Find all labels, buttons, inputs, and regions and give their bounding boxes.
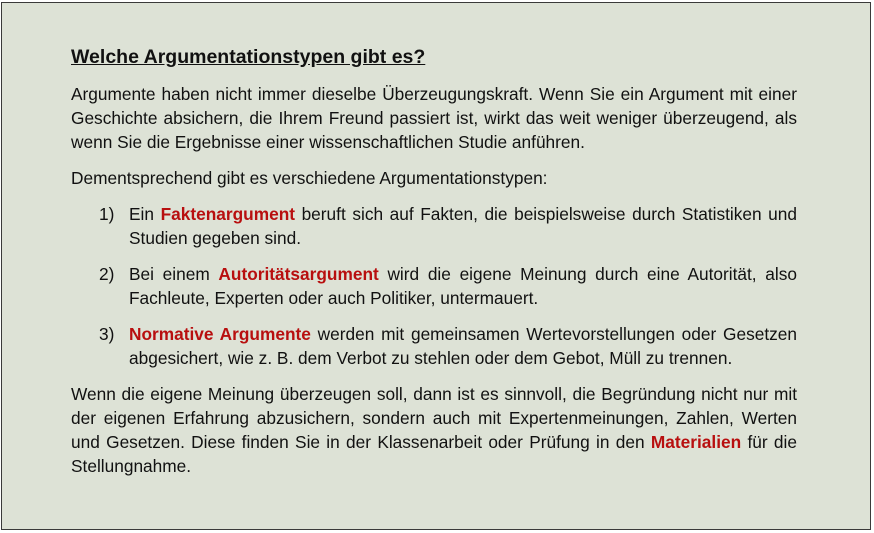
closing-text-before: Wenn die eigene Meinung überzeugen soll, dann ist es sinnvoll, die Begründung nicht nur mit der eigenen Erfahrung abzusichern, sondern auch mit Expertenmeinungen, Zahlen, Werten und Gesetzen. Diese finden Sie in der Klassenarbeit oder Prüfung in den bbox=[71, 384, 797, 452]
argument-type-list bbox=[71, 202, 797, 370]
lead-paragraph: Dementsprechend gibt es verschiedene Argumentationstypen: bbox=[71, 168, 548, 188]
list-item-fact-argument bbox=[71, 202, 797, 250]
list-number: 2) bbox=[99, 264, 115, 284]
info-content bbox=[71, 44, 797, 490]
info-box bbox=[1, 2, 871, 530]
list-item-authority-argument bbox=[71, 262, 797, 310]
list-number: 1) bbox=[99, 204, 115, 224]
closing-paragraph bbox=[71, 382, 797, 478]
list-text-before: Ein bbox=[129, 204, 161, 224]
highlighted-term: Faktenargument bbox=[160, 204, 295, 224]
highlighted-term: Autoritätsargument bbox=[218, 264, 379, 284]
highlighted-term: Normative Argumente bbox=[129, 324, 311, 344]
page-title: Welche Argumentationstypen gibt es? bbox=[71, 46, 426, 68]
highlighted-term-materials: Materialien bbox=[650, 432, 742, 452]
list-text-after: beruft sich auf Fakten, die beispielsweise durch Statistiken und Studien gegeben sind. bbox=[129, 204, 798, 248]
list-text-after: werden mit gemeinsamen Wertevorstellungen oder Gesetzen abgesichert, wie z. B. dem Verbot zu stehlen oder dem Gebot, Müll zu trennen. bbox=[129, 324, 797, 368]
list-text-after: wird die eigene Meinung durch eine Autorität, also Fachleute, Experten oder auch Politiker, untermauert. bbox=[129, 264, 797, 308]
closing-text-after: für die Stellungnahme. bbox=[71, 432, 797, 476]
list-number: 3) bbox=[99, 324, 115, 344]
intro-paragraph: Argumente haben nicht immer dieselbe Überzeugungskraft. Wenn Sie ein Argument mit einer Geschichte absichern, die Ihrem Freund passiert ist, wirkt das weit weniger überzeugend, als wenn Sie die Ergebnisse einer wissenschaftlichen Studie anführen. bbox=[71, 84, 797, 152]
list-item-normative-argument bbox=[71, 322, 797, 370]
list-text-before: Bei einem bbox=[129, 264, 219, 284]
